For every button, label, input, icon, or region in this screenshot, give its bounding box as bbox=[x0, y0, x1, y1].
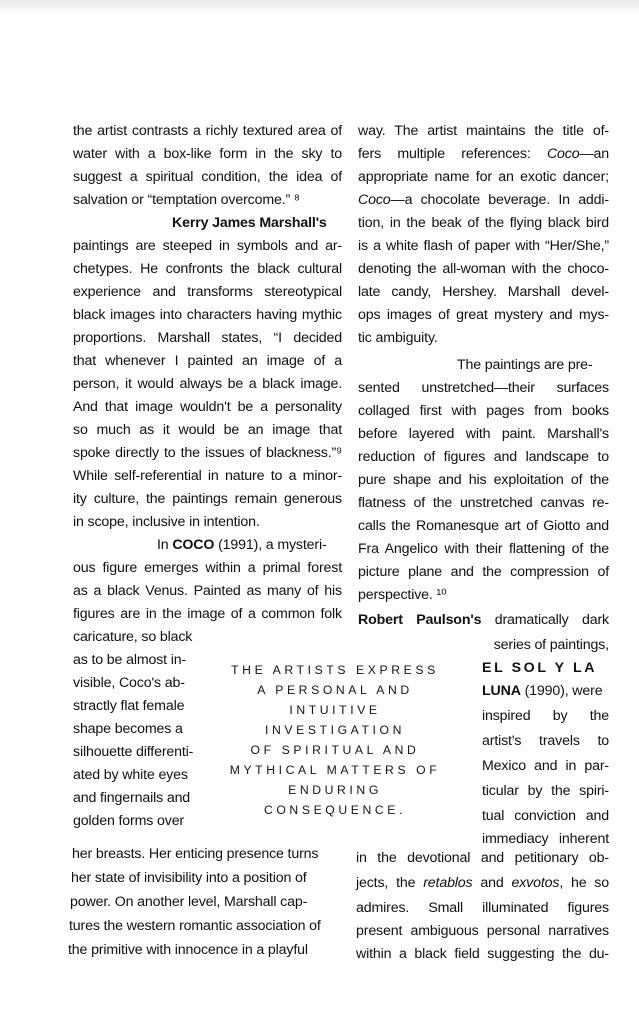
paragraph-line: that whenever I painted an image of a bbox=[73, 353, 342, 369]
pull-quote-line: INTUITIVE bbox=[289, 703, 381, 717]
pull-quote bbox=[205, 660, 465, 820]
paragraph-line: the primitive with innocence in a playful bbox=[68, 942, 308, 958]
paragraph-line bbox=[482, 683, 609, 700]
paragraph-line: perspective. ¹⁰ bbox=[358, 587, 447, 603]
paragraph-line: inspired by the bbox=[482, 708, 609, 724]
paragraph-line: way. The artist maintains the title of- bbox=[358, 123, 609, 139]
paragraph-line: And that image wouldn't be a personality bbox=[73, 399, 342, 415]
artwork-title-italic: Coco bbox=[358, 192, 391, 208]
paragraph-line: paintings are steeped in symbols and ar- bbox=[73, 238, 342, 254]
paragraph-line: before layered with paint. Marshall's bbox=[358, 426, 609, 442]
paragraph-line: proportions. Marshall states, “I decided bbox=[73, 330, 342, 346]
text-run: and bbox=[472, 875, 512, 891]
pull-quote-line: MYTHICAL MATTERS OF bbox=[229, 763, 441, 777]
paragraph-line: in the devotional and petitionary ob- bbox=[356, 850, 609, 866]
paragraph-line: golden forms over bbox=[73, 813, 185, 829]
paragraph-line: stractly flat female bbox=[73, 698, 185, 714]
paragraph-line: tic ambiguity. bbox=[358, 330, 438, 346]
paragraph-line: admires. Small illuminated figures bbox=[356, 900, 609, 916]
artwork-term-italic: retablos bbox=[423, 875, 473, 891]
artist-name-paulson: Robert Paulson's bbox=[358, 612, 482, 628]
paragraph-line: Fra Angelico with their flattening of the bbox=[358, 541, 609, 557]
artwork-title-el-sol-y-la-luna: LUNA bbox=[482, 683, 521, 699]
pull-quote-line: OF SPIRITUAL AND bbox=[250, 743, 420, 757]
paragraph-line: pure shape and his exploitation of the bbox=[358, 472, 609, 488]
paragraph-line: the artist contrasts a richly textured area of bbox=[73, 123, 342, 139]
artwork-title-italic: Coco bbox=[546, 146, 580, 162]
paragraph-line: is a white flash of paper with “Her/She,” bbox=[358, 238, 609, 254]
paragraph-line: flatness of the unstretched canvas re- bbox=[358, 495, 609, 511]
paragraph-line: appropriate name for an exotic dancer; bbox=[358, 169, 609, 185]
artist-name-marshall: Kerry James Marshall's bbox=[172, 215, 327, 231]
paragraph-line: caricature, so black bbox=[73, 629, 193, 645]
paragraph-line: suggest a spiritual condition, the idea of bbox=[73, 169, 342, 185]
paragraph-line bbox=[358, 612, 609, 629]
text-run: (1991), a mysteri- bbox=[214, 537, 327, 553]
paragraph-line: black images into characters having mythic bbox=[73, 307, 342, 323]
text-run: fers multiple references: bbox=[358, 146, 531, 162]
paragraph-line: ity culture, the paintings remain generous bbox=[73, 491, 342, 507]
paragraph-line: tual conviction and bbox=[482, 808, 609, 824]
pull-quote-line: A PERSONAL AND bbox=[257, 683, 413, 697]
paragraph-line: and fingernails and bbox=[73, 790, 191, 806]
paragraph-line: ated by white eyes bbox=[73, 767, 188, 783]
pull-quote-line: ENDURING bbox=[288, 783, 382, 797]
text-run: dramatically dark bbox=[481, 612, 609, 628]
paragraph-line: artist's travels to bbox=[482, 733, 609, 749]
paragraph-line: ticular by the spiri- bbox=[482, 783, 609, 799]
paragraph-line: within a black field suggesting the du- bbox=[356, 946, 609, 962]
paragraph-line: calls the Romanesque art of Giotto and bbox=[358, 518, 609, 534]
paragraph-line: The paintings are pre- bbox=[457, 357, 593, 373]
artwork-title-el-sol-y-la-luna: EL SOL Y LA bbox=[482, 660, 598, 676]
paragraph-line: sented unstretched—their surfaces bbox=[358, 380, 609, 396]
paragraph-line: person, it would always be a black image. bbox=[73, 376, 342, 392]
paragraph-line bbox=[358, 146, 609, 163]
paragraph-line: power. On another level, Marshall cap- bbox=[70, 894, 308, 910]
paragraph-line: Mexico and in par- bbox=[482, 758, 609, 774]
paragraph-line: chetypes. He confronts the black cultural bbox=[73, 261, 342, 277]
paragraph-line: her state of invisibility into a position of bbox=[71, 870, 307, 886]
paragraph-line bbox=[356, 875, 609, 892]
paragraph-line: late candy, Hershey. Marshall devel- bbox=[358, 284, 609, 300]
text-run: —a chocolate beverage. In addi- bbox=[390, 192, 609, 208]
paragraph-line: as a black Venus. Painted as many of his bbox=[73, 583, 342, 599]
paragraph-line: figures are in the image of a common folk bbox=[73, 606, 342, 622]
artwork-title-coco: COCO bbox=[172, 537, 215, 553]
paragraph-line: water with a box-like form in the sky to bbox=[73, 146, 342, 162]
text-run: —an bbox=[579, 146, 609, 162]
paragraph-line: immediacy inherent bbox=[482, 831, 609, 847]
paragraph-line: ops images of great mystery and mys- bbox=[358, 307, 609, 323]
paragraph-line: as to be almost in- bbox=[73, 652, 187, 668]
paragraph-line: silhouette differenti- bbox=[73, 744, 194, 760]
text-run: In bbox=[157, 537, 173, 553]
paragraph-line: tures the western romantic association of bbox=[69, 918, 321, 934]
paragraph-line: ous figure emerges within a primal forest bbox=[73, 560, 342, 576]
paragraph-line: so much as it would be an image that bbox=[73, 422, 342, 438]
paragraph-line: tion, in the beak of the flying black bird bbox=[358, 215, 609, 231]
paragraph-line: salvation or “temptation overcome.” ⁸ bbox=[73, 192, 300, 208]
paragraph-line: present ambiguous personal narratives bbox=[356, 923, 609, 939]
artwork-term-italic: exvotos bbox=[511, 875, 560, 891]
pull-quote-line: INVESTIGATION bbox=[264, 723, 406, 737]
text-run: , he so bbox=[559, 875, 609, 891]
paragraph-line: visible, Coco's ab- bbox=[73, 675, 185, 691]
paragraph-line: collaged first with pages from books bbox=[358, 403, 609, 419]
paragraph-line bbox=[358, 192, 609, 209]
paragraph-line bbox=[157, 537, 327, 554]
paragraph-line: reduction of figures and landscape to bbox=[358, 449, 609, 465]
scan-edge-shadow bbox=[0, 0, 639, 14]
paragraph-line: denoting the all-woman with the choco- bbox=[358, 261, 609, 277]
text-run: jects, the bbox=[356, 875, 424, 891]
paragraph-line: series of paintings, bbox=[493, 637, 609, 653]
paragraph-line: While self-referential in nature to a minor- bbox=[73, 468, 342, 484]
pull-quote-line: THE ARTISTS EXPRESS bbox=[231, 663, 439, 677]
paragraph-line: shape becomes a bbox=[73, 721, 183, 737]
text-run: (1990), were bbox=[520, 683, 603, 699]
paragraph-line: spoke directly to the issues of blackness.”⁹ bbox=[73, 445, 342, 461]
paragraph-line: her breasts. Her enticing presence turns bbox=[72, 846, 319, 862]
paragraph-line: experience and transforms stereotypical bbox=[73, 284, 342, 300]
pull-quote-line: CONSEQUENCE. bbox=[263, 803, 407, 817]
paragraph-line: in scope, inclusive in intention. bbox=[73, 514, 260, 530]
paragraph-line: picture plane and the compression of bbox=[358, 564, 609, 580]
